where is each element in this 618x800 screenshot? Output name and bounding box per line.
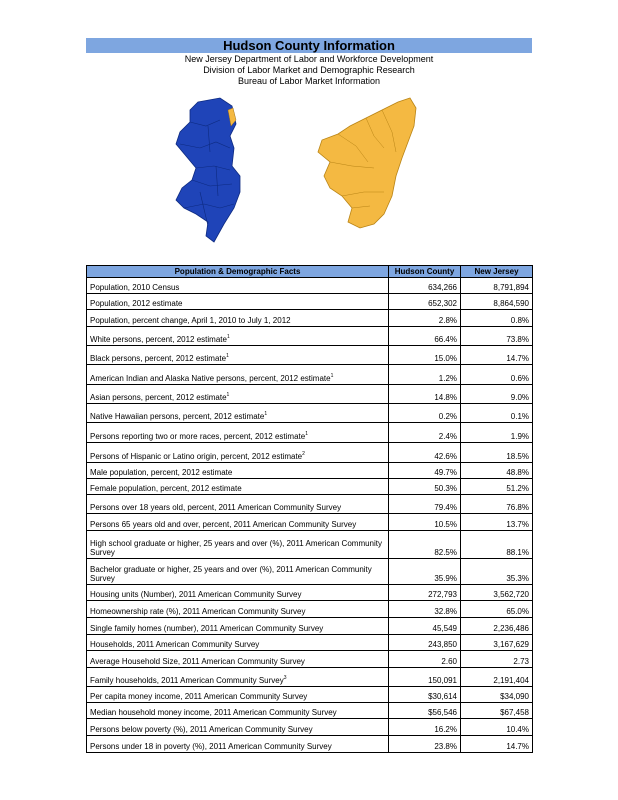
new-jersey-value: 76.8%: [461, 495, 533, 514]
row-label: Bachelor graduate or higher, 25 years and over (%), 2011 American Community Survey: [90, 565, 372, 583]
hudson-county-map-icon: [318, 98, 416, 228]
row-label-cell: [87, 294, 389, 310]
table-row: [87, 385, 533, 404]
hudson-county-value: 14.8%: [389, 385, 461, 404]
table-row: [87, 495, 533, 514]
hudson-county-value: 16.2%: [389, 719, 461, 736]
table-header-row: [87, 266, 533, 278]
new-jersey-value: 48.8%: [461, 463, 533, 479]
row-label-cell: [87, 668, 389, 687]
row-label: Single family homes (number), 2011 American Community Survey: [90, 624, 324, 633]
hudson-county-value: 32.8%: [389, 601, 461, 618]
new-jersey-value: 88.1%: [461, 531, 533, 559]
hudson-county-value: 634,266: [389, 278, 461, 294]
row-label: Male population, percent, 2012 estimate: [90, 468, 233, 477]
table-row: [87, 514, 533, 531]
new-jersey-value: 13.7%: [461, 514, 533, 531]
hudson-county-value: 150,091: [389, 668, 461, 687]
new-jersey-value: 14.7%: [461, 736, 533, 753]
row-label: High school graduate or higher, 25 years and over (%), 2011 American Community Survey: [90, 539, 383, 557]
table-row: [87, 278, 533, 294]
new-jersey-value: 10.4%: [461, 719, 533, 736]
row-label: Per capita money income, 2011 American Community Survey: [90, 692, 308, 701]
new-jersey-value: 35.3%: [461, 559, 533, 585]
hudson-county-value: 23.8%: [389, 736, 461, 753]
row-label-cell: [87, 687, 389, 703]
table-row: [87, 346, 533, 365]
row-label: Population, 2010 Census: [90, 283, 180, 292]
new-jersey-value: 8,791,894: [461, 278, 533, 294]
row-label-cell: [87, 463, 389, 479]
row-label: Population, 2012 estimate: [90, 299, 183, 308]
hudson-county-value: 66.4%: [389, 327, 461, 346]
column-header-facts: Population & Demographic Facts: [87, 266, 389, 278]
new-jersey-value: 2.73: [461, 651, 533, 668]
row-label: Native Hawaiian persons, percent, 2012 estimate: [90, 412, 265, 421]
new-jersey-value: 73.8%: [461, 327, 533, 346]
new-jersey-value: 1.9%: [461, 423, 533, 443]
maps-figure: [170, 96, 450, 246]
new-jersey-value: 0.1%: [461, 404, 533, 423]
hudson-county-value: 35.9%: [389, 559, 461, 585]
hudson-county-value: 2.8%: [389, 310, 461, 327]
table-row: [87, 443, 533, 463]
row-label-cell: [87, 635, 389, 651]
table-row: [87, 463, 533, 479]
row-label: Households, 2011 American Community Survey: [90, 640, 260, 649]
table-row: [87, 668, 533, 687]
new-jersey-value: 65.0%: [461, 601, 533, 618]
row-label-cell: [87, 601, 389, 618]
new-jersey-value: 3,167,629: [461, 635, 533, 651]
row-label: Population, percent change, April 1, 2010 to July 1, 2012: [90, 316, 291, 325]
row-label-cell: [87, 736, 389, 753]
hudson-county-value: 0.2%: [389, 404, 461, 423]
table-row: [87, 327, 533, 346]
new-jersey-value: 3,562,720: [461, 585, 533, 601]
row-label-cell: [87, 327, 389, 346]
table-row: [87, 559, 533, 585]
table-row: [87, 601, 533, 618]
new-jersey-value: 2,191,404: [461, 668, 533, 687]
row-label: Persons reporting two or more races, percent, 2012 estimate: [90, 432, 306, 441]
hudson-county-value: 50.3%: [389, 479, 461, 495]
row-label: Median household money income, 2011 American Community Survey: [90, 708, 337, 717]
new-jersey-value: $34,090: [461, 687, 533, 703]
hudson-county-value: $56,546: [389, 703, 461, 719]
hudson-county-value: 2.4%: [389, 423, 461, 443]
footnote-marker: 1: [226, 353, 229, 359]
table-row: [87, 423, 533, 443]
table-row: [87, 365, 533, 385]
row-label: Black persons, percent, 2012 estimate: [90, 354, 227, 363]
table-row: [87, 635, 533, 651]
column-header-county: Hudson County: [389, 266, 461, 278]
hudson-county-value: 243,850: [389, 635, 461, 651]
footnote-marker: 1: [226, 334, 230, 340]
row-label-cell: [87, 346, 389, 365]
subtitle-division: Division of Labor Market and Demographic Research: [203, 65, 415, 75]
table-row: [87, 479, 533, 495]
footnote-marker: 1: [330, 373, 334, 379]
row-label-cell: [87, 404, 389, 423]
row-label: Persons 65 years old and over, percent, 2011 American Community Survey: [90, 520, 357, 529]
row-label-cell: [87, 385, 389, 404]
table-row: [87, 310, 533, 327]
new-jersey-value: 8,864,590: [461, 294, 533, 310]
new-jersey-value: 0.6%: [461, 365, 533, 385]
table-row: [87, 618, 533, 635]
table-row: [87, 651, 533, 668]
new-jersey-value: 0.8%: [461, 310, 533, 327]
row-label-cell: [87, 531, 389, 559]
new-jersey-value: 9.0%: [461, 385, 533, 404]
footnote-marker: 3: [283, 675, 287, 681]
row-label: Average Household Size, 2011 American Community Survey: [90, 657, 305, 666]
hudson-county-value: 79.4%: [389, 495, 461, 514]
new-jersey-value: $67,458: [461, 703, 533, 719]
row-label: Female population, percent, 2012 estimate: [90, 484, 242, 493]
new-jersey-value: 2,236,486: [461, 618, 533, 635]
table-row: [87, 404, 533, 423]
row-label: Asian persons, percent, 2012 estimate: [90, 393, 227, 402]
row-label-cell: [87, 703, 389, 719]
hudson-county-value: 10.5%: [389, 514, 461, 531]
table-row: [87, 585, 533, 601]
footnote-marker: 1: [305, 431, 308, 437]
table-row: [87, 719, 533, 736]
hudson-county-value: 15.0%: [389, 346, 461, 365]
subtitle-department: New Jersey Department of Labor and Workforce Development: [184, 54, 434, 64]
page-title: Hudson County Information: [86, 38, 532, 53]
row-label-cell: [87, 651, 389, 668]
footnote-marker: 2: [302, 451, 305, 457]
table-row: [87, 531, 533, 559]
row-label-cell: [87, 618, 389, 635]
new-jersey-value: 51.2%: [461, 479, 533, 495]
row-label-cell: [87, 479, 389, 495]
row-label-cell: [87, 514, 389, 531]
column-header-state: New Jersey: [461, 266, 533, 278]
hudson-county-value: 45,549: [389, 618, 461, 635]
new-jersey-value: 18.5%: [461, 443, 533, 463]
table-row: [87, 687, 533, 703]
footnote-marker: 1: [264, 411, 268, 417]
row-label-cell: [87, 365, 389, 385]
row-label: Homeownership rate (%), 2011 American Community Survey: [90, 607, 306, 616]
row-label-cell: [87, 278, 389, 294]
row-label-cell: [87, 719, 389, 736]
new-jersey-value: 14.7%: [461, 346, 533, 365]
table-row: [87, 294, 533, 310]
hudson-county-value: $30,614: [389, 687, 461, 703]
hudson-county-value: 49.7%: [389, 463, 461, 479]
table-row: [87, 703, 533, 719]
hudson-county-value: 82.5%: [389, 531, 461, 559]
new-jersey-state-map-icon: [176, 98, 240, 242]
hudson-county-value: 2.60: [389, 651, 461, 668]
demographic-facts-table: [86, 265, 533, 753]
subtitle-bureau: Bureau of Labor Market Information: [237, 76, 381, 86]
row-label: White persons, percent, 2012 estimate: [90, 335, 227, 344]
row-label-cell: [87, 310, 389, 327]
hudson-county-value: 42.6%: [389, 443, 461, 463]
row-label: Persons of Hispanic or Latino origin, percent, 2012 estimate: [90, 452, 303, 461]
row-label-cell: [87, 423, 389, 443]
hudson-county-value: 1.2%: [389, 365, 461, 385]
footnote-marker: 1: [226, 392, 230, 398]
row-label: Family households, 2011 American Community Survey: [90, 676, 284, 685]
hudson-county-value: 652,302: [389, 294, 461, 310]
row-label-cell: [87, 443, 389, 463]
row-label-cell: [87, 495, 389, 514]
row-label: Persons below poverty (%), 2011 American Community Survey: [90, 725, 313, 734]
table-row: [87, 736, 533, 753]
row-label-cell: [87, 559, 389, 585]
row-label: Housing units (Number), 2011 American Community Survey: [90, 590, 302, 599]
row-label: Persons under 18 in poverty (%), 2011 American Community Survey: [90, 742, 332, 751]
row-label: Persons over 18 years old, percent, 2011 American Community Survey: [90, 503, 342, 512]
hudson-county-value: 272,793: [389, 585, 461, 601]
row-label-cell: [87, 585, 389, 601]
row-label: American Indian and Alaska Native persons, percent, 2012 estimate: [90, 374, 331, 383]
